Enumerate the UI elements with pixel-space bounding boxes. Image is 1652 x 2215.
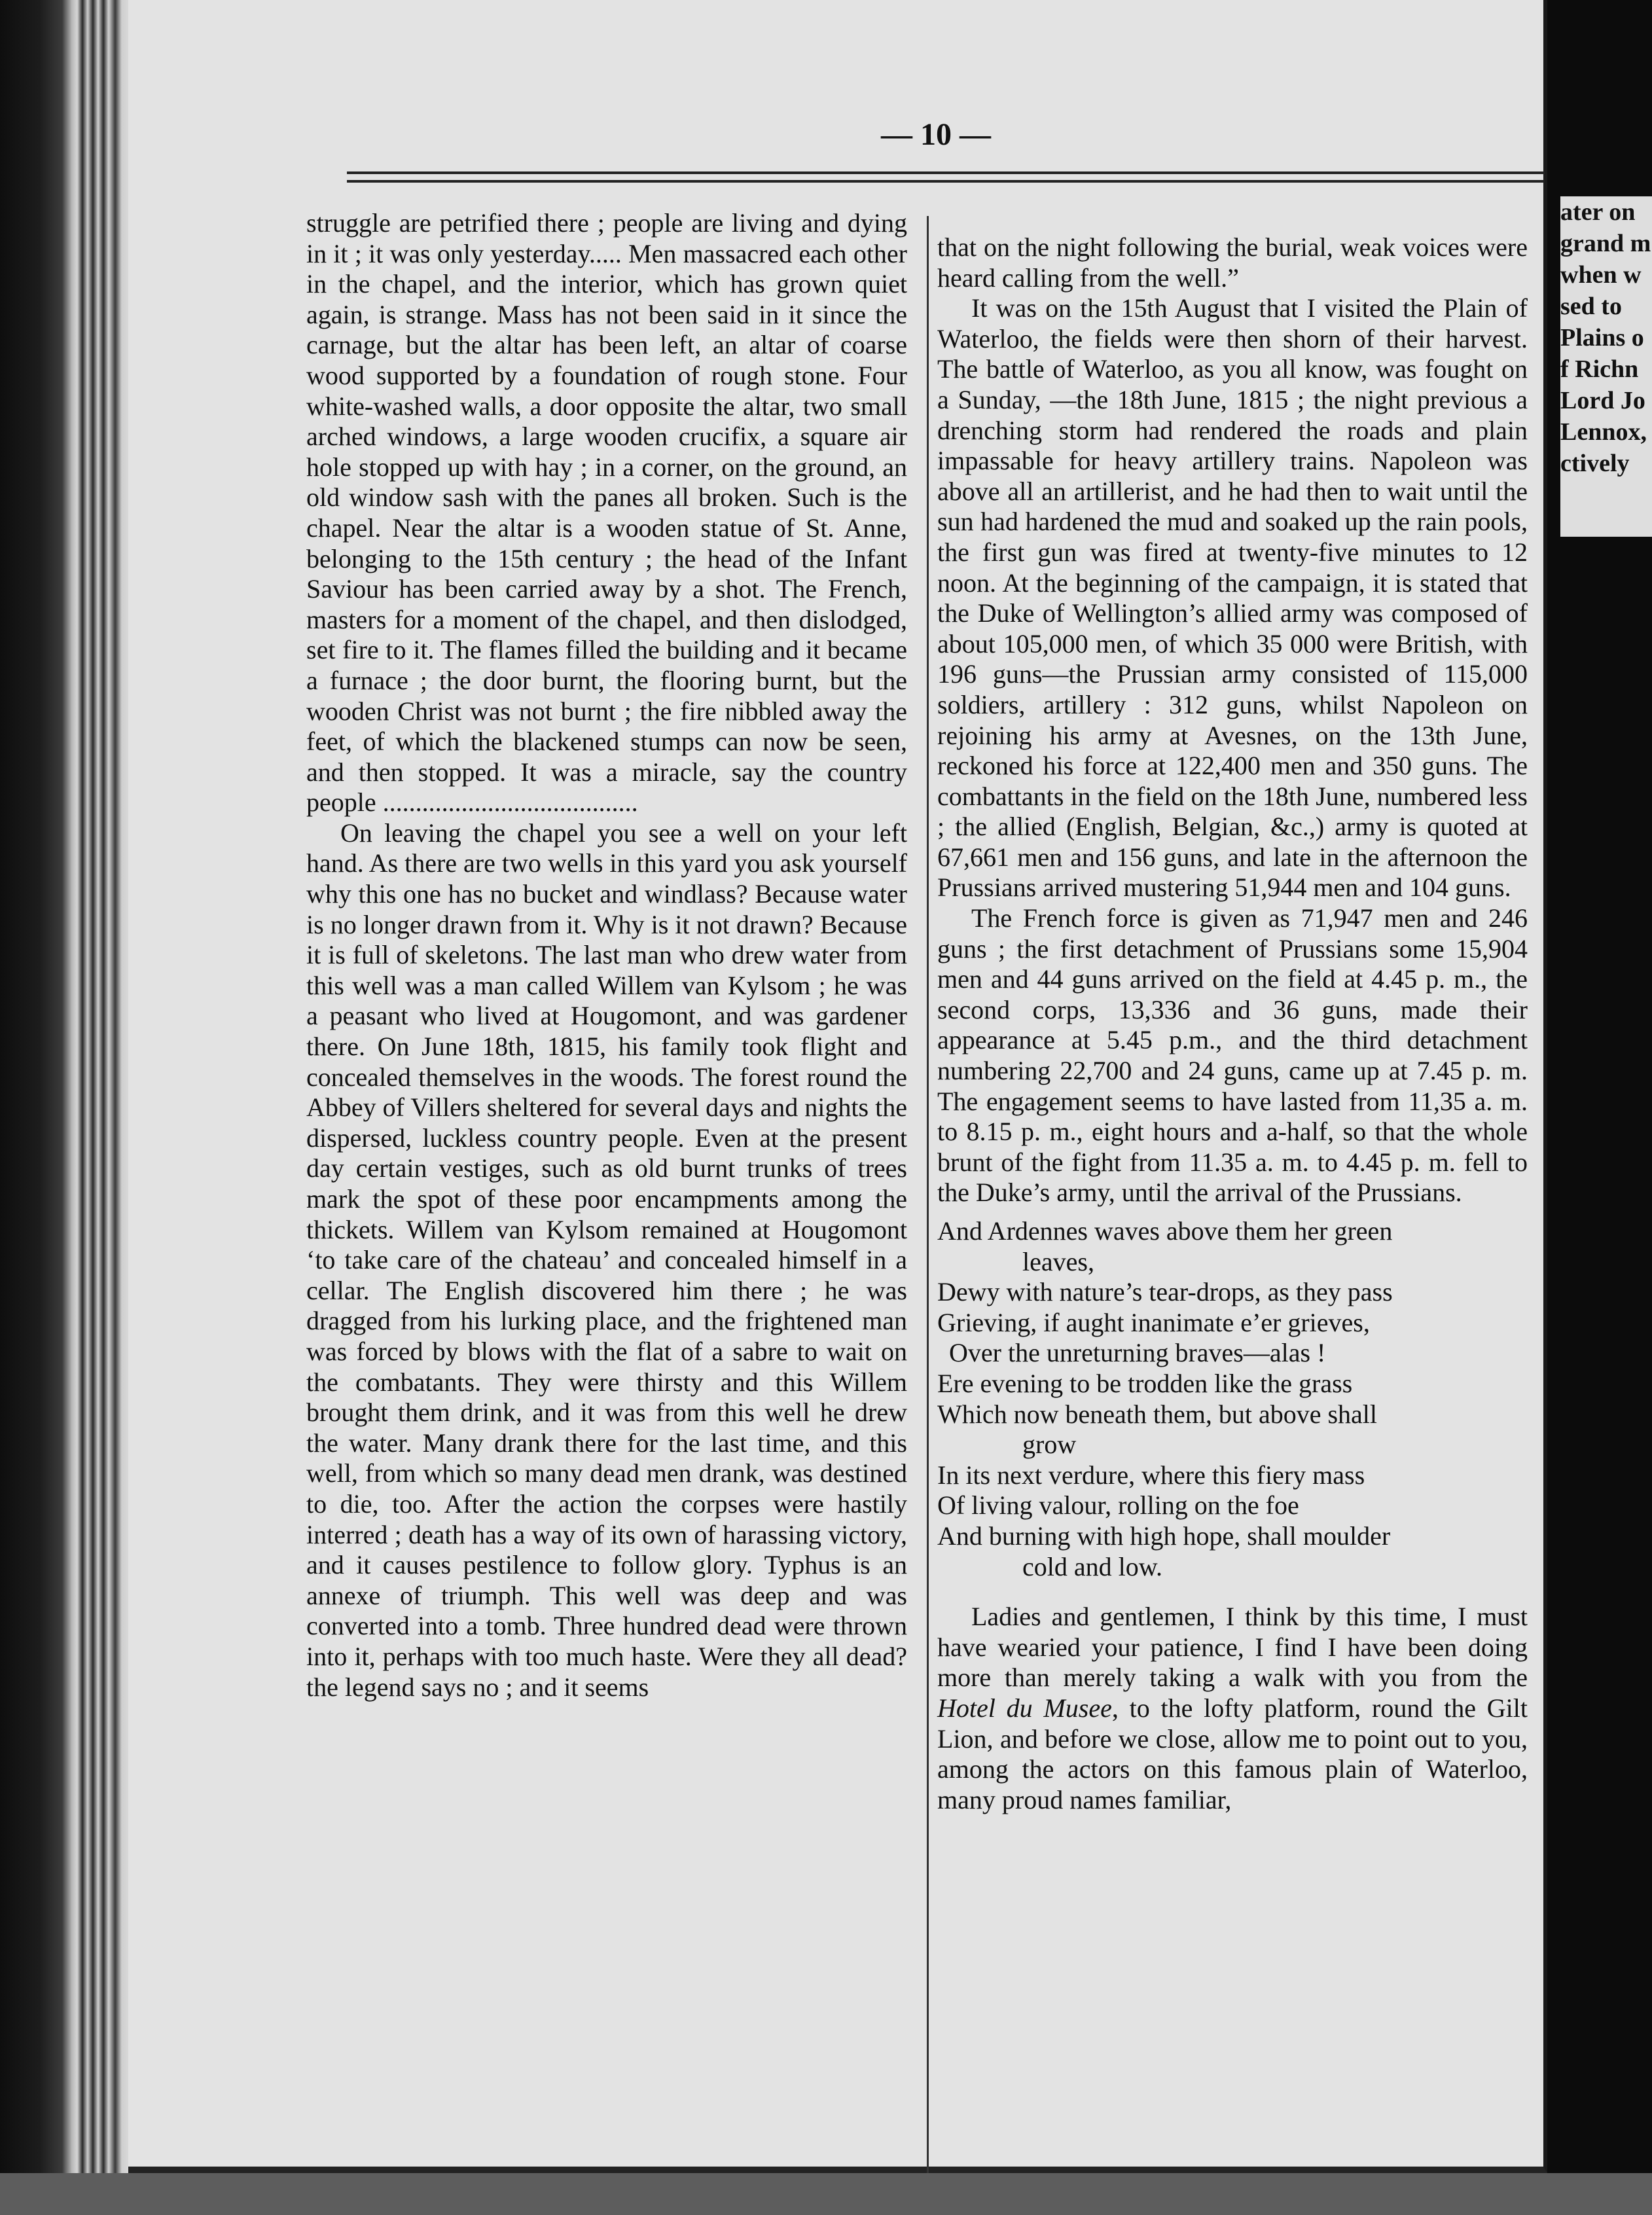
verse-line: Grieving, if aught inanimate e’er grieves, — [937, 1307, 1370, 1337]
paragraph: that on the night following the burial, weak voices were heard calling from the well.” — [937, 232, 1528, 293]
verse-line: Ere evening to be trodden like the grass — [937, 1368, 1353, 1398]
adjacent-line: ater on — [1560, 198, 1636, 226]
adjacent-line: grand m — [1560, 230, 1651, 257]
left-column — [306, 208, 907, 1702]
verse-line: And burning with high hope, shall moulder — [937, 1521, 1391, 1551]
adjacent-line: f Richn — [1560, 355, 1639, 383]
verse-line: Over the unreturning braves—alas ! — [949, 1338, 1326, 1368]
adjacent-line: Lord Jo — [1560, 387, 1645, 414]
verse-line: Of living valour, rolling on the foe — [937, 1490, 1299, 1521]
scan-bottom-edge — [0, 2173, 1652, 2215]
text-run: , to the lofty platform, round the Gilt Lion, and before we close, allow me to point out to you, among the actors on this famous plain of Waterloo, many proud names familiar, — [937, 1693, 1528, 1814]
poem-quotation — [937, 1216, 1528, 1582]
paragraph: On leaving the chapel you see a well on your left hand. As there are two wells in this yard you ask yourself why this one has no bucket and windlass? Because water is no longer drawn from it. Why is it not drawn? Because it is full of skeletons. The last man who drew water from this well was a man called Willem van Kylsom ; he was a peasant who lived at Hougomont, and was gardener there. On June 18th, 1815, his family took flight and concealed themselves in the woods. The forest round the Abbey of Villers sheltered for several days and nights the dispersed, luckless country people. Even at the present day certain vestiges, such as old burnt trunks of trees mark the spot of these poor encampments among the thickets. Willem van Kylsom remained at Hougomont ‘to take care of the chateau’ and concealed himself in a cellar. The English discovered him there ; he was dragged from his lurking place, and the frightened man was forced by blows with the flat of a sabre to wait on the combatants. They were thirsty and this Willem brought them drink, and it was from this well he drew the water. Many drank there for the last time, and this well, from which so many dead men drank, was destined to die, too. After the action the corpses were hastily interred ; death has a way of its own of harassing victory, and it causes pestilence to follow glory. Typhus is an annexe of triumph. This well was deep and was converted into a tomb. Three hundred dead were thrown into it, perhaps with too much haste. Were they all dead? the legend says no ; and it seems — [306, 818, 907, 1702]
column-separator — [927, 216, 929, 2173]
paragraph: The French force is given as 71,947 men and 246 guns ; the first detachment of Prussians some 15,904 men and 44 guns arrived on the field at 4.45 p. m., the second corps, 13,336 and 36 guns, made their appearance at 5.45 p.m., and the third detachment numbering 22,700 and 24 guns, came up at 7.45 p. m. The engagement seems to have lasted from 11,35 a. m. to 8.15 p. m., eight hours and a-half, so that the whole brunt of the fight from 11.35 a. m. to 4.45 p. m. fell to the Duke’s army, until the arrival of the Prussians. — [937, 903, 1528, 1208]
header-rule-top — [347, 171, 1545, 174]
adjacent-page-fragment — [1560, 196, 1652, 537]
verse-line: Which now beneath them, but above shall — [937, 1399, 1378, 1429]
paragraph: It was on the 15th August that I visited the Plain of Waterloo, the fields were then shorn of their harvest. The battle of Waterloo, as you all know, was fought on a Sunday, —the 18th June, 1815 ; the night previous a drenching storm had rendered the roads and plain impassable for heavy artillery trains. Napoleon was above all an artillerist, and he had then to wait until the sun had hardened the mud and soaked up the rain pools, the first gun was fired at twenty-five minutes to 12 noon. At the beginning of the campaign, it is stated that the Duke of Wellington’s allied army was composed of about 105,000 men, of which 35 000 were British, with 196 guns—the Prussian army consisted of 115,000 soldiers, artillery : 312 guns, whilst Napoleon on rejoining his army at Avesnes, on the 13th June, reckoned his force at 122,400 men and 350 guns. The combattants in the field on the 18th June, numbered less ; the allied (English, Belgian, &c.,) army is quoted at 67,661 men and 156 guns, and late in the afternoon the Prussians arrived mustering 51,944 men and 104 guns. — [937, 293, 1528, 903]
text-run: Ladies and gentlemen, I think by this time, I must have wearied your patience, I find I have been doing more than merely taking a walk with you from the — [937, 1602, 1528, 1693]
verse-line: grow — [1022, 1430, 1077, 1460]
right-column — [937, 232, 1528, 1815]
adjacent-line: when w — [1560, 261, 1642, 289]
verse-line: In its next verdure, where this fiery mass — [937, 1460, 1365, 1490]
verse-line: And Ardennes waves above them her green — [937, 1216, 1393, 1246]
paragraph: struggle are petrified there ; people are living and dying in it ; it was only yesterday..... Men massacred each other in the chapel, and the interior, which has grown quiet again, is strange. Mass has not been said in it since the carnage, but the altar has been left, an altar of coarse wood supported by a foundation of rough stone. Four white-washed walls, a door opposite the altar, two small arched windows, a large wooden crucifix, a square air hole stopped up with hay ; in a corner, on the ground, an old window sash with the panes all broken. Such is the chapel. Near the altar is a wooden statue of St. Anne, belonging to the 15th century ; the head of the Infant Saviour has been carried away by a shot. The French, masters for a moment of the chapel, and then dislodged, set fire to it. The flames filled the building and it became a furnace ; the door burnt, the flooring burnt, but the wooden Christ was not burnt ; the fire nibbled away the feet, of which the blackened stumps can now be seen, and then stopped. It was a miracle, say the country people ....................................... — [306, 208, 907, 818]
verse-line: Dewy with nature’s tear-drops, as they pass — [937, 1277, 1393, 1307]
adjacent-line: Lennox, — [1560, 418, 1647, 446]
page-number: — 10 — — [881, 117, 991, 152]
adjacent-line: ctively — [1560, 450, 1630, 477]
paragraph — [937, 1602, 1528, 1815]
hotel-name: Hotel du Musee — [937, 1693, 1112, 1723]
verse-line: leaves, — [1022, 1246, 1094, 1276]
adjacent-line: Plains o — [1560, 324, 1644, 351]
adjacent-line: sed to — [1560, 293, 1622, 320]
header-rule-bottom — [347, 180, 1545, 183]
verse-line: cold and low. — [1022, 1551, 1163, 1581]
